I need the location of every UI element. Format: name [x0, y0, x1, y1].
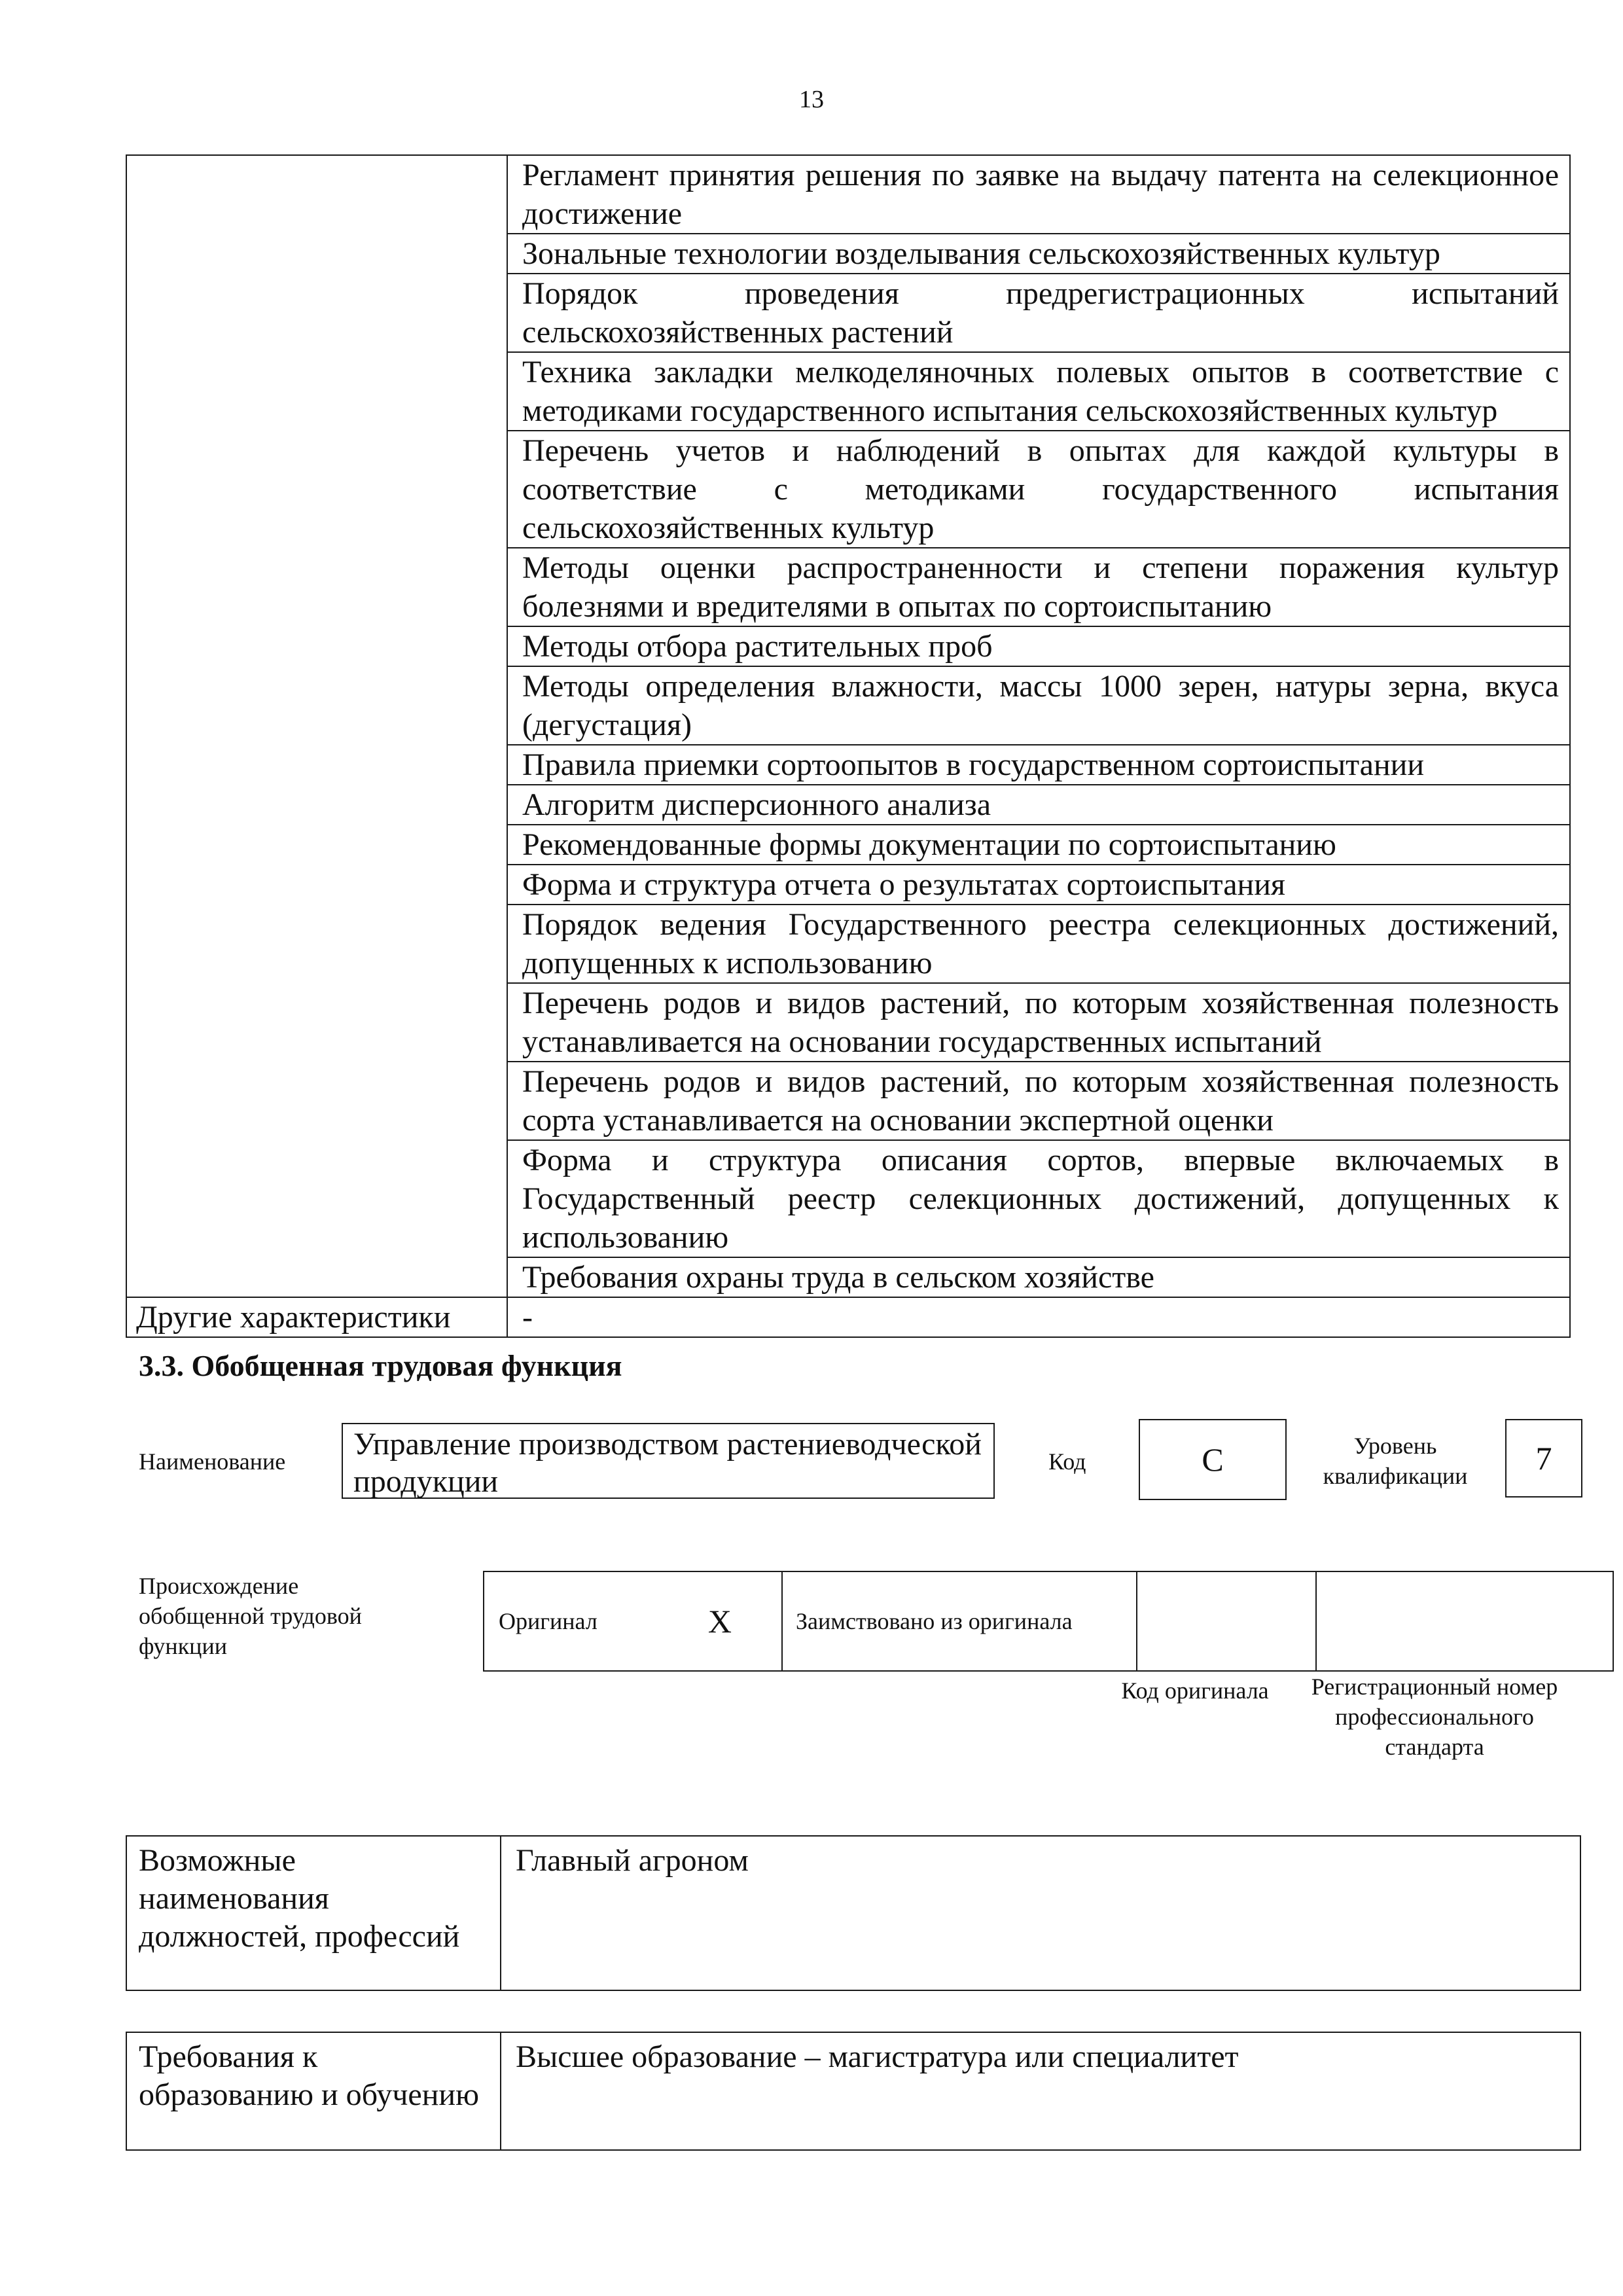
- knowledge-item: Техника закладки мелкоделяночных полевых опытов в соответствие с методиками государственного испытания сельскохозяйственных культур: [507, 352, 1570, 431]
- original-label: Оригинал: [499, 1608, 597, 1634]
- original-code-caption: Код оригинала: [1121, 1677, 1269, 1704]
- knowledge-item: Перечень учетов и наблюдений в опытах для каждой культуры в соответствие с методиками государственного испытания сельскохозяйственных культур: [507, 431, 1570, 548]
- other-characteristics-label: Другие характеристики: [126, 1297, 507, 1337]
- knowledge-item: Форма и структура описания сортов, впервые включаемых в Государственный реестр селекционных достижений, допущенных к использованию: [507, 1140, 1570, 1257]
- original-code-cell: [1137, 1571, 1316, 1671]
- empty-label-cell: [126, 155, 507, 1297]
- knowledge-item: Методы оценки распространенности и степени поражения культур болезнями и вредителями в опытах по сортоиспытанию: [507, 548, 1570, 626]
- other-characteristics-value: -: [507, 1297, 1570, 1337]
- table-row: [126, 1836, 1580, 1990]
- table-row: [126, 2032, 1580, 2150]
- page-number: 13: [799, 86, 824, 113]
- knowledge-item: Зональные технологии возделывания сельскохозяйственных культур: [507, 234, 1570, 274]
- section-title: 3.3. Обобщенная трудовая функция: [139, 1349, 622, 1382]
- education-label: Требования к образованию и обучению: [126, 2032, 501, 2150]
- registration-number-cell: [1316, 1571, 1613, 1671]
- qualification-level-label: Уровень квалификации: [1323, 1433, 1468, 1489]
- borrowed-label: Заимствовано из оригинала: [782, 1571, 1137, 1671]
- knowledge-item: Методы отбора растительных проб: [507, 626, 1570, 666]
- knowledge-item: Порядок проведения предрегистрационных испытаний сельскохозяйственных растений: [507, 274, 1570, 352]
- education-table: [126, 2032, 1581, 2151]
- knowledge-item: Форма и структура отчета о результатах сортоиспытания: [507, 865, 1570, 905]
- name-label: Наименование: [139, 1448, 286, 1475]
- knowledge-item: Правила приемки сортоопытов в государственном сортоиспытании: [507, 745, 1570, 785]
- knowledge-item: Порядок ведения Государственного реестра селекционных достижений, допущенных к использованию: [507, 905, 1570, 983]
- knowledge-item: Перечень родов и видов растений, по которым хозяйственная полезность устанавливается на основании государственных испытаний: [507, 983, 1570, 1062]
- origin-label: Происхождение обобщенной трудовой функции: [139, 1573, 362, 1659]
- positions-label: Возможные наименования должностей, профессий: [126, 1836, 501, 1990]
- positions-table: [126, 1835, 1581, 1991]
- table-row: [126, 1297, 1570, 1337]
- function-name-field: Управление производством растениеводческой продукции: [342, 1423, 995, 1499]
- original-cell: [484, 1571, 782, 1671]
- education-value: Высшее образование – магистратура или специалитет: [501, 2032, 1580, 2150]
- knowledge-table: [126, 154, 1571, 1338]
- registration-number-caption: Регистрационный номер профессионального стандарта: [1311, 1674, 1558, 1760]
- original-mark: X: [707, 1603, 732, 1640]
- origin-table: [483, 1571, 1614, 1672]
- function-code-field: C: [1139, 1419, 1287, 1500]
- knowledge-item: Алгоритм дисперсионного анализа: [507, 785, 1570, 825]
- code-label: Код: [1048, 1448, 1086, 1475]
- knowledge-item: Рекомендованные формы документации по сортоиспытанию: [507, 825, 1570, 865]
- positions-value: Главный агроном: [501, 1836, 1580, 1990]
- knowledge-item: Методы определения влажности, массы 1000 зерен, натуры зерна, вкуса (дегустация): [507, 666, 1570, 745]
- knowledge-item: Требования охраны труда в сельском хозяйстве: [507, 1257, 1570, 1297]
- table-row: [126, 155, 1570, 234]
- table-row: [484, 1571, 1613, 1671]
- knowledge-item: Перечень родов и видов растений, по которым хозяйственная полезность сорта устанавливается на основании экспертной оценки: [507, 1062, 1570, 1140]
- knowledge-item: Регламент принятия решения по заявке на выдачу патента на селекционное достижение: [507, 155, 1570, 234]
- qualification-level-field: 7: [1505, 1419, 1582, 1498]
